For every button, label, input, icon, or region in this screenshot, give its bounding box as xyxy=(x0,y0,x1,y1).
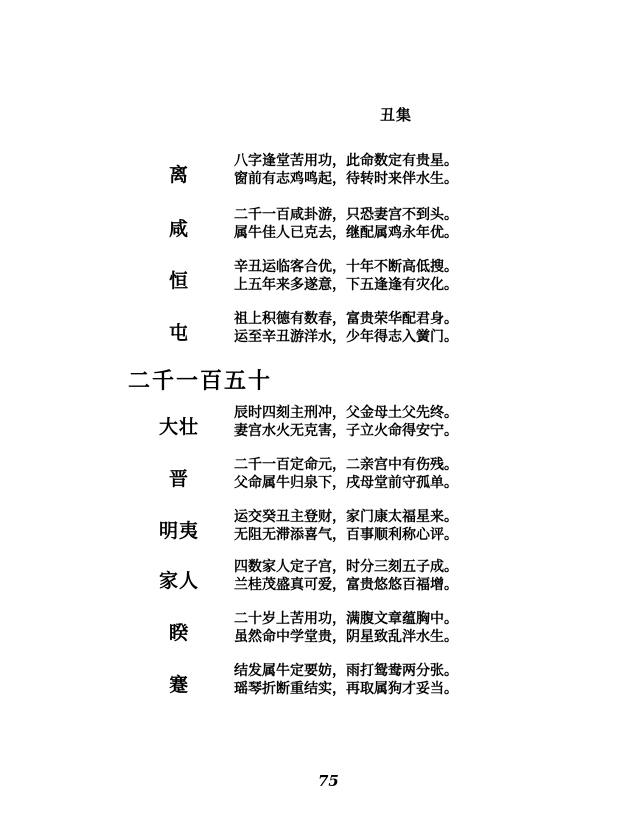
verse-line: 属牛佳人已克去，继配属鸡永年优。 xyxy=(234,225,458,241)
page-header: 丑集 xyxy=(380,106,413,124)
entry-kui xyxy=(0,610,640,654)
verse-line: 窗前有志鸡鸣起，待转时来伴水生。 xyxy=(234,171,458,187)
hexagram-name: 咸 xyxy=(168,218,189,240)
verse-block xyxy=(234,310,458,346)
verse-line: 结发属牛定要妨，雨打鸳鸯两分张。 xyxy=(234,663,458,679)
hexagram-name: 家人 xyxy=(158,570,199,592)
entry-jin xyxy=(0,456,640,500)
hexagram-name: 晋 xyxy=(168,468,189,490)
verse-block xyxy=(234,258,458,294)
entry-zhun xyxy=(0,310,640,354)
hexagram-name: 明夷 xyxy=(158,520,199,542)
verse-line: 四数家人定子宫，时分三刻五子成。 xyxy=(234,559,458,575)
verse-block xyxy=(234,456,458,492)
hexagram-name: 恒 xyxy=(168,270,189,292)
verse-line: 辰时四刻主刑冲，父金母土父先终。 xyxy=(234,405,458,421)
verse-block xyxy=(234,610,458,646)
page-number: 75 xyxy=(318,772,339,790)
verse-line: 瑶琴折断重结实，再取属狗才妥当。 xyxy=(234,681,458,697)
section-title: 二千一百五十 xyxy=(128,368,273,394)
verse-line: 虽然命中学堂贵，阴星致乱泮水生。 xyxy=(234,629,458,645)
verse-block xyxy=(234,508,458,544)
hexagram-name: 离 xyxy=(168,164,189,186)
verse-line: 上五年来多遂意，下五逢逢有灾化。 xyxy=(234,277,458,293)
entry-xian xyxy=(0,206,640,250)
verse-line: 兰桂茂盛真可爱，富贵悠悠百福增。 xyxy=(234,577,458,593)
entry-li xyxy=(0,152,640,196)
entry-jiaren xyxy=(0,558,640,602)
verse-line: 无阻无滞添喜气，百事顺利称心评。 xyxy=(234,527,458,543)
verse-line: 妻宫水火无克害，子立火命得安宁。 xyxy=(234,423,458,439)
verse-block xyxy=(234,558,458,594)
hexagram-name: 睽 xyxy=(168,622,189,644)
entry-heng xyxy=(0,258,640,302)
verse-block xyxy=(234,662,458,698)
entry-dazhuang xyxy=(0,404,640,448)
entry-mingyi xyxy=(0,508,640,552)
verse-line: 二千一百咸卦游，只恐妻宫不到头。 xyxy=(234,207,458,223)
hexagram-name: 大壮 xyxy=(158,416,199,438)
verse-line: 父命属牛归泉下，戌母堂前守孤单。 xyxy=(234,475,458,491)
verse-block xyxy=(234,404,458,440)
verse-line: 运交癸丑主登财，家门康太福星来。 xyxy=(234,509,458,525)
verse-block xyxy=(234,152,458,188)
entry-jian xyxy=(0,662,640,706)
verse-line: 八字逢堂苦用功，此命数定有贵星。 xyxy=(234,153,458,169)
hexagram-name: 屯 xyxy=(168,322,189,344)
verse-line: 二十岁上苦用功，满腹文章蕴胸中。 xyxy=(234,611,458,627)
verse-line: 二千一百定命元，二亲宫中有伤残。 xyxy=(234,457,458,473)
hexagram-name: 蹇 xyxy=(168,674,189,696)
verse-block xyxy=(234,206,458,242)
verse-line: 祖上积德有数春，富贵荣华配君身。 xyxy=(234,311,458,327)
verse-line: 运至辛丑游洋水，少年得志入黉门。 xyxy=(234,329,458,345)
verse-line: 辛丑运临客合优，十年不断高低搜。 xyxy=(234,259,458,275)
